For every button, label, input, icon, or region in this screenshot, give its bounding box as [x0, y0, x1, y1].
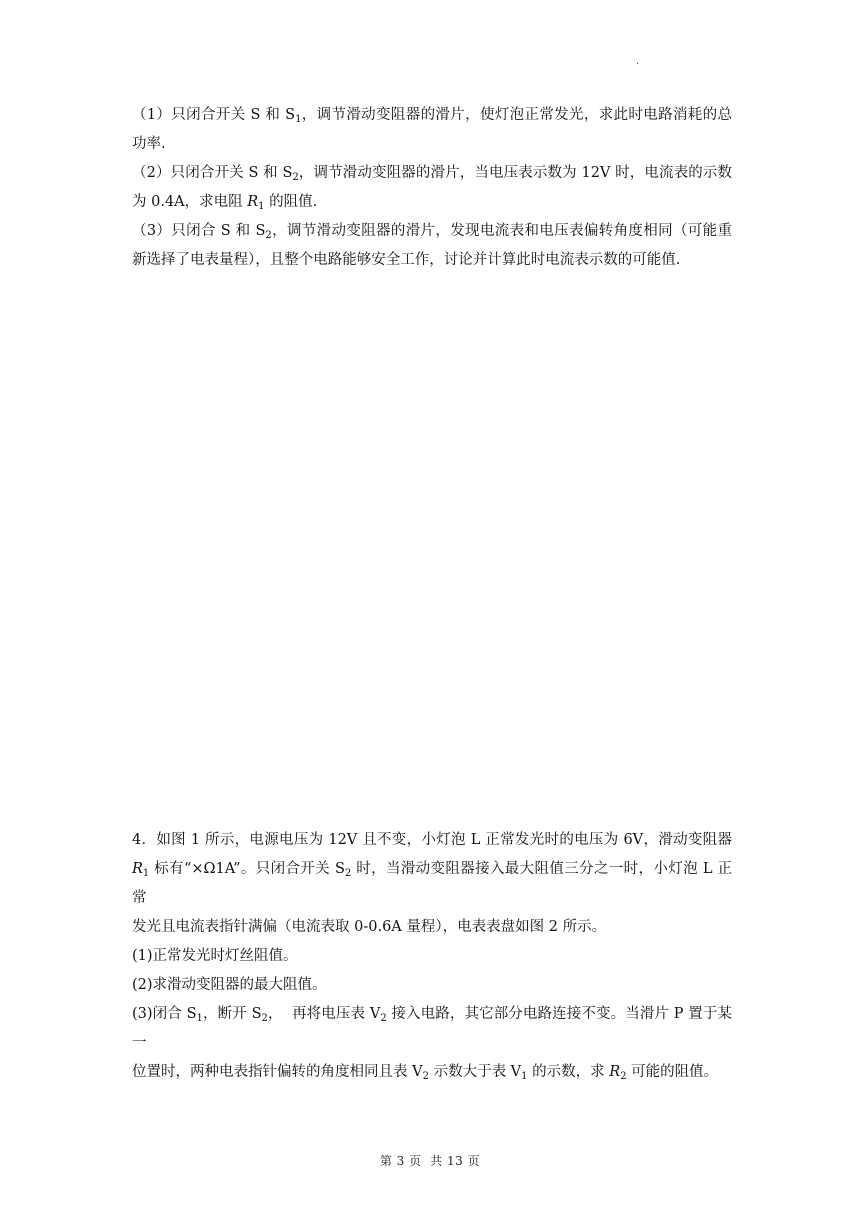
question-4 — [132, 826, 732, 1087]
variable-r: R — [609, 1064, 621, 1080]
subscript: 2 — [292, 172, 299, 183]
text-run: 标有“×Ω1A”。只闭合开关 S — [149, 861, 345, 877]
q3-part1-line1 — [132, 101, 732, 130]
header-mark: . — [636, 56, 640, 67]
q3-part1-line2: 功率. — [132, 136, 166, 152]
q4-sub3-line1 — [132, 1000, 732, 1058]
subscript: 2 — [344, 868, 352, 879]
q3-part3-line1 — [132, 217, 732, 246]
text-run: ，调节滑动变阻器的滑片，发现电流表和电压表偏转角度相同（可能重 — [271, 223, 733, 239]
text-run: 示数大于表 V — [428, 1064, 522, 1080]
variable-r: R — [247, 194, 259, 210]
page-footer — [0, 1152, 860, 1169]
text-run: （2）只闭合开关 S 和 S — [132, 165, 293, 181]
text-run: （1）只闭合开关 S 和 S — [132, 107, 296, 123]
q4-sub2: (2)求滑动变阻器的最大阻值。 — [132, 977, 327, 993]
subscript: 2 — [422, 1071, 429, 1082]
q4-line1: 4．如图 1 所示，电源电压为 12V 且不变，小灯泡 L 正常发光时的电压为 6V，滑动变阻器 — [132, 832, 732, 848]
q4-line3: 发光且电流表指针满偏（电流表取 0-0.6A 量程），电表表盘如图 2 所示。 — [132, 919, 607, 935]
subscript: 2 — [265, 230, 272, 241]
text-run: (3)闭合 S — [132, 1006, 197, 1022]
q3-part2-line1 — [132, 159, 732, 188]
subscript: 2 — [261, 1013, 268, 1024]
subscript: 1 — [521, 1071, 528, 1082]
text-run: 时，当滑动变阻器接入最大阻值三分之一时，小灯泡 L 正常 — [132, 861, 732, 906]
q3-part3-line2: 新选择了电表量程），且整个电路能够安全工作，讨论并计算此时电流表示数的可能值. — [132, 252, 681, 268]
subscript: 1 — [295, 114, 302, 125]
q3-part2-line2 — [132, 188, 732, 217]
text-run: ，调节滑动变阻器的滑片，使灯泡正常发光，求此时电路消耗的总 — [301, 107, 732, 123]
text-run: 为 0.4A，求电阻 — [132, 194, 248, 210]
text-run: ，断开 S — [202, 1006, 262, 1022]
text-run: ，调节滑动变阻器的滑片，当电压表示数为 12V 时，电流表的示数 — [298, 165, 732, 181]
q4-sub1: (1)正常发光时灯丝阻值。 — [132, 948, 298, 964]
q4-sub3-line2 — [132, 1058, 732, 1087]
text-run: 的阻值. — [264, 194, 318, 210]
text-run: 接入电路，其它部分电路连接不变。当滑片 P 置于某一 — [132, 1006, 732, 1051]
text-run: 位置时，两种电表指针偏转的角度相同且表 V — [132, 1064, 423, 1080]
subscript: 1 — [196, 1013, 203, 1024]
text-run: 可能的阻值。 — [626, 1064, 719, 1080]
subscript: 2 — [380, 1013, 387, 1024]
variable-r: R — [132, 861, 143, 877]
page-number-label: 第 3 页 共 13 页 — [379, 1154, 481, 1168]
text-run: （3）只闭合 S 和 S — [132, 223, 266, 239]
subscript: 1 — [258, 201, 265, 212]
question-3-parts — [132, 101, 732, 275]
q4-line2 — [132, 855, 732, 913]
text-run: 的示数，求 — [527, 1064, 610, 1080]
subscript: 1 — [142, 868, 150, 879]
text-run: ， 再将电压表 V — [267, 1006, 381, 1022]
subscript: 2 — [620, 1071, 627, 1082]
